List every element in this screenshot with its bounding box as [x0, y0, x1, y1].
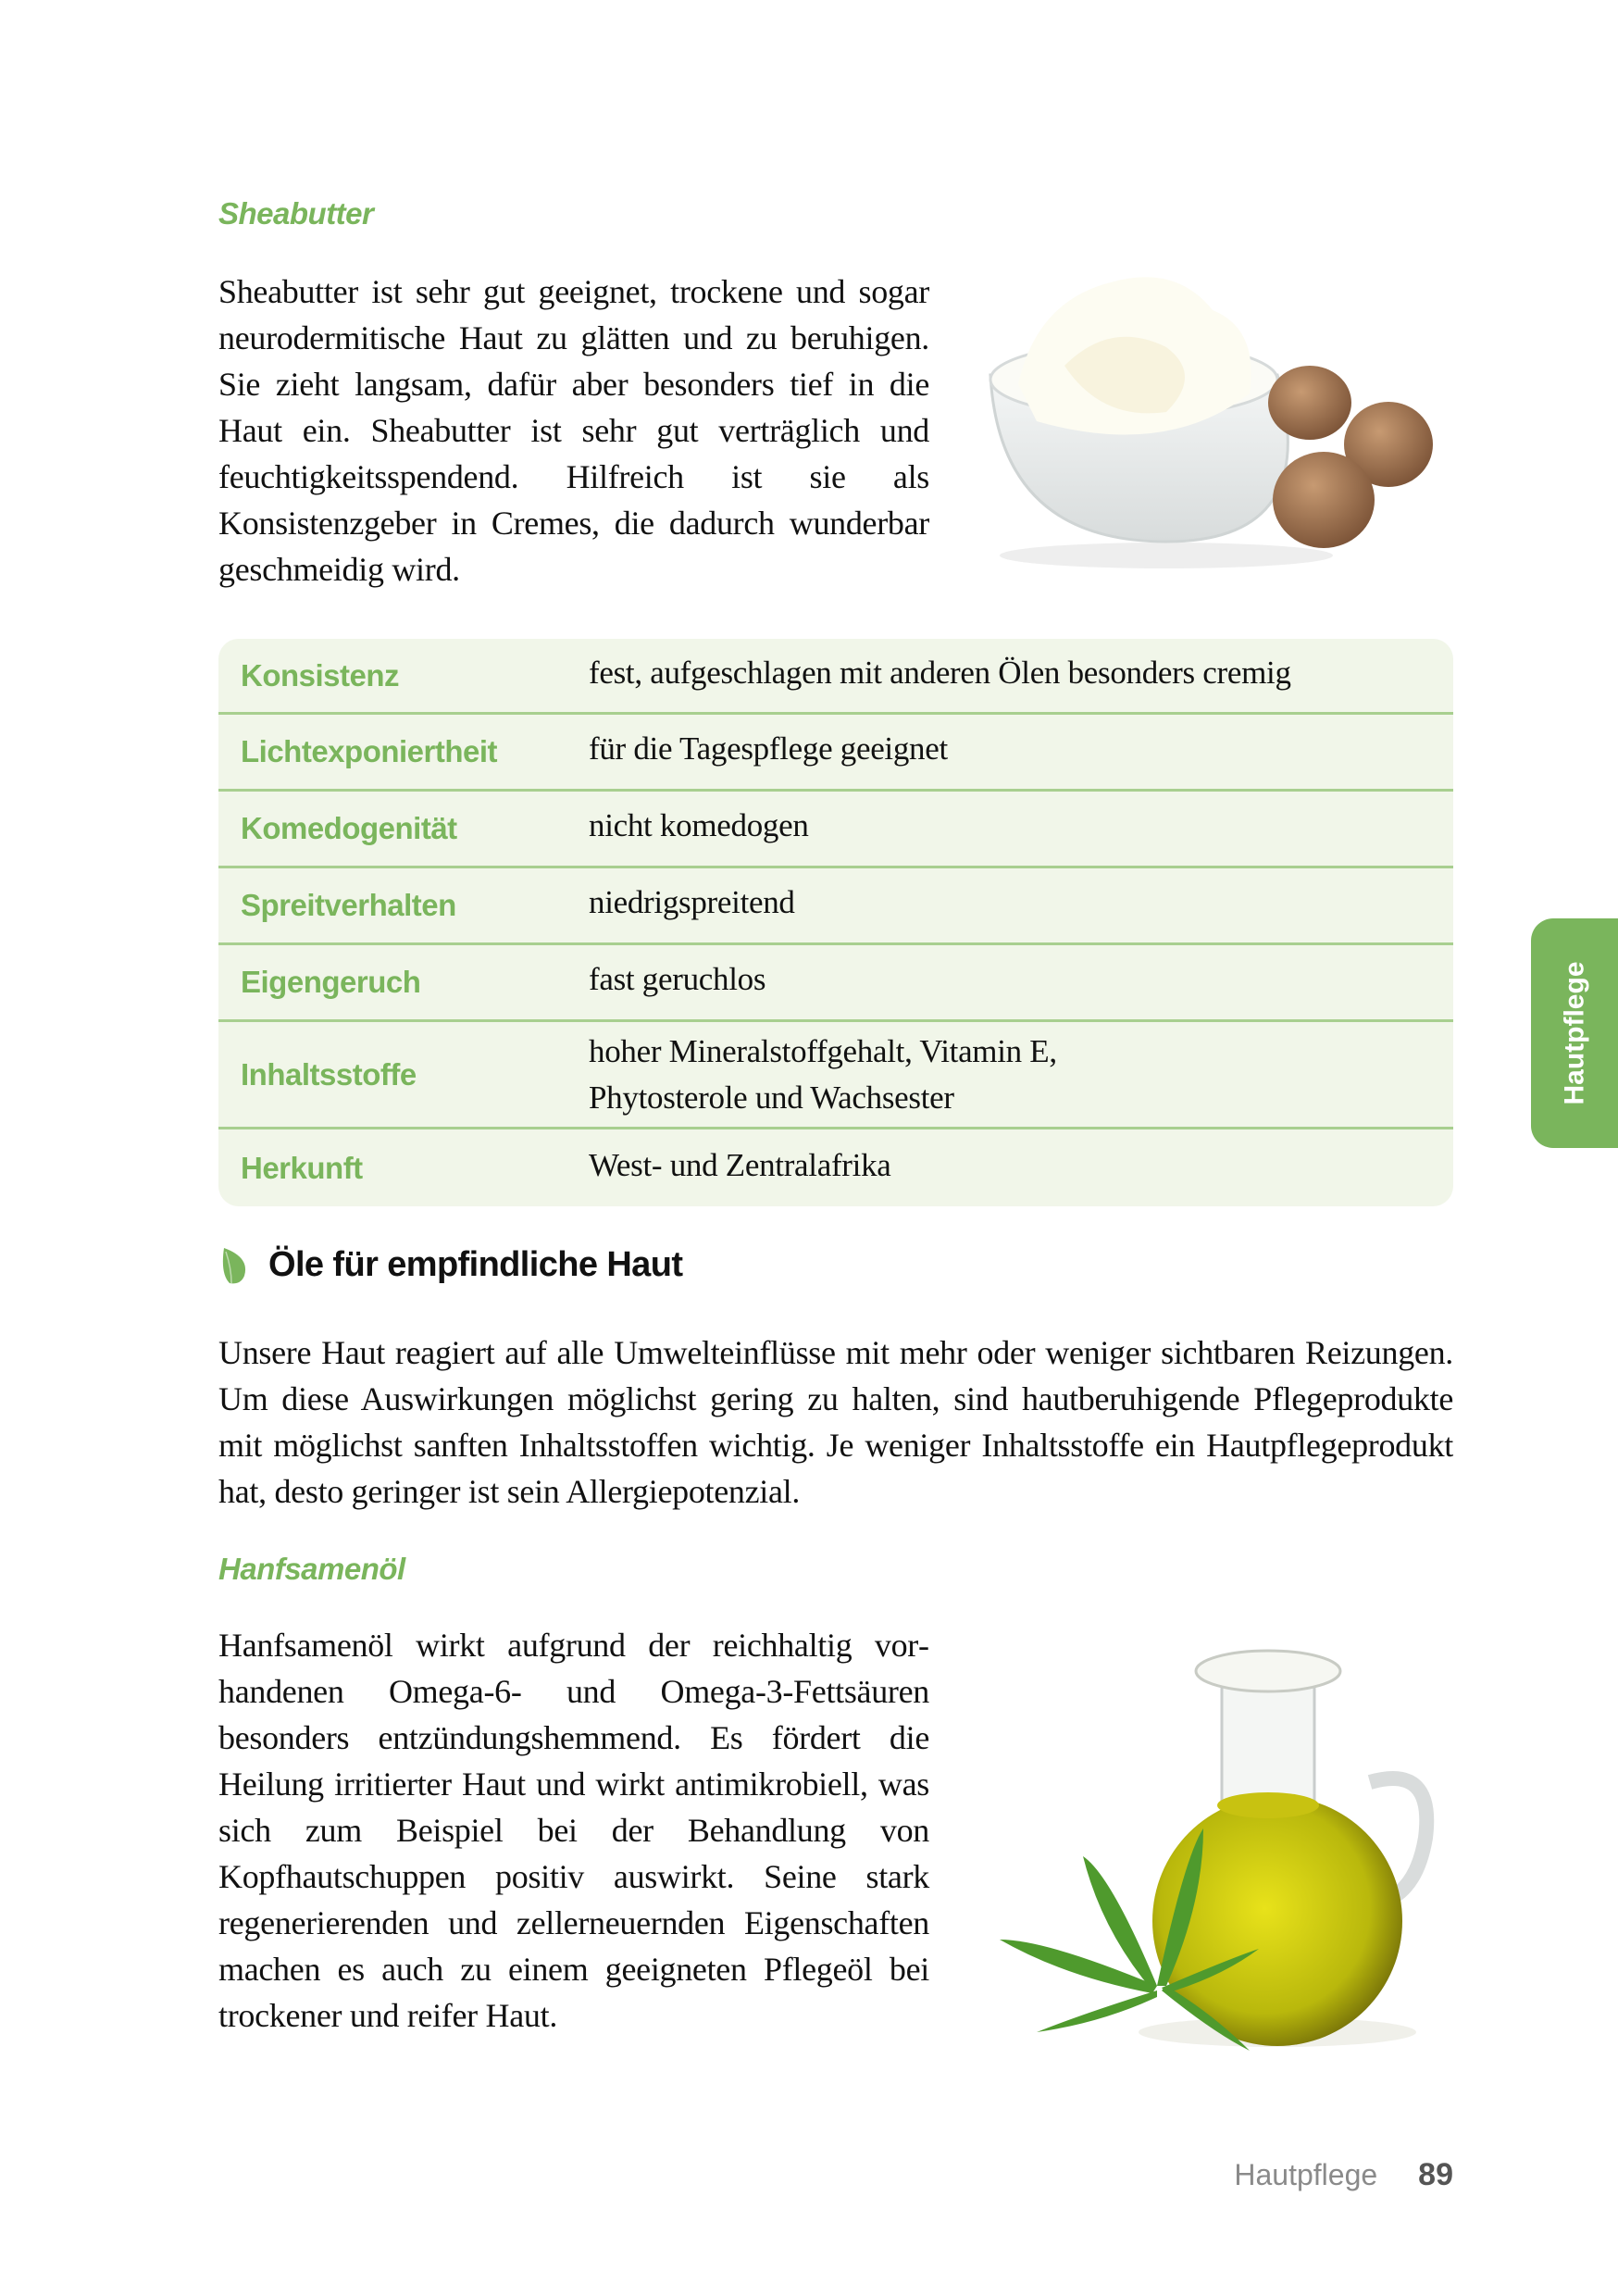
table-row [218, 792, 1453, 868]
page-footer [1234, 2157, 1453, 2193]
chapter-tab[interactable] [1531, 918, 1618, 1148]
property-value: niedrigspreitend [589, 884, 795, 920]
property-value: fest, aufgeschlagen mit anderen Ölen besonders cremig [589, 654, 1291, 691]
shea-butter-image [981, 264, 1481, 579]
section-heading [218, 1245, 682, 1285]
property-value: hoher Mineralstoffgehalt, Vitamin E, Phytosterole und Wachsester [589, 1032, 1057, 1116]
hemp-oil-image [972, 1625, 1472, 2069]
property-value: für die Tagespflege geeignet [589, 730, 948, 767]
subheading-hanfsamenoel: Hanfsamenöl [218, 1552, 405, 1586]
property-label: Eigengeruch [241, 965, 421, 999]
table-row [218, 1022, 1453, 1129]
table-row [218, 868, 1453, 945]
leaf-icon [218, 1246, 250, 1285]
property-value: fast geruchlos [589, 961, 766, 997]
property-value: West- und Zentralafrika [589, 1146, 891, 1183]
table-row [218, 715, 1453, 792]
property-label: Komedogenität [241, 811, 457, 845]
chapter-tab-label: Hautpflege [1559, 961, 1590, 1105]
table-row [218, 945, 1453, 1022]
sheabutter-paragraph: Sheabutter ist sehr gut geeignet, trockene und sogar neurodermitische Haut zu glätten und zu beruhigen. Sie zieht langsam, dafür aber besonders tief in die Haut ein. Sheabutter ist sehr gut verträglich und feuchtigkeitsspendend. Hilfreich ist sie als Konsistenzgeber in Cremes, die dadurch wunderbar geschmeidig wird. [218, 273, 929, 588]
table-row [218, 1129, 1453, 1206]
property-label: Konsistenz [241, 657, 400, 693]
property-label: Inhaltsstoffe [241, 1056, 417, 1092]
hanfsamenoel-paragraph: Hanfsamenöl wirkt aufgrund der reichhaltig vorhandenen Omega-6- und Omega-3-Fettsäuren besonders entzündungshemmend. Es fördert die Heilung irritierter Haut und wirkt antimikrobiell, was sich zum Beispiel bei der Behandlung von Kopfhautschuppen positiv auswirkt. Seine stark regenerierenden und zellerneuernden Eigenschaften machen es auch zu einem geeigneten Pflegeöl bei trockener und reifer Haut. [218, 1627, 929, 2034]
properties-table [218, 639, 1453, 1206]
property-label: Spreitverhalten [241, 888, 456, 922]
table-row [218, 639, 1453, 715]
subheading-sheabutter: Sheabutter [218, 196, 374, 231]
section-title: Öle für empfindliche Haut [268, 1245, 683, 1284]
property-label: Herkunft [241, 1150, 363, 1185]
sensitive-skin-paragraph: Unsere Haut reagiert auf alle Umwelteinflüsse mit mehr oder weniger sichtbaren Reizungen. Um diese Auswirkungen möglichst gering zu halten, sind hautberuhigende Pflegeprodukte mit möglichst sanften Inhaltsstoffen wichtig. Je weniger Inhaltsstoffe ein Hautpflegeprodukt hat, desto geringer ist sein Allergiepotenzial. [218, 1334, 1453, 1510]
footer-chapter: Hautpflege [1234, 2158, 1378, 2191]
property-value: nicht komedogen [589, 807, 809, 843]
property-label: Lichtexponiertheit [241, 734, 498, 768]
page-number: 89 [1418, 2157, 1453, 2192]
